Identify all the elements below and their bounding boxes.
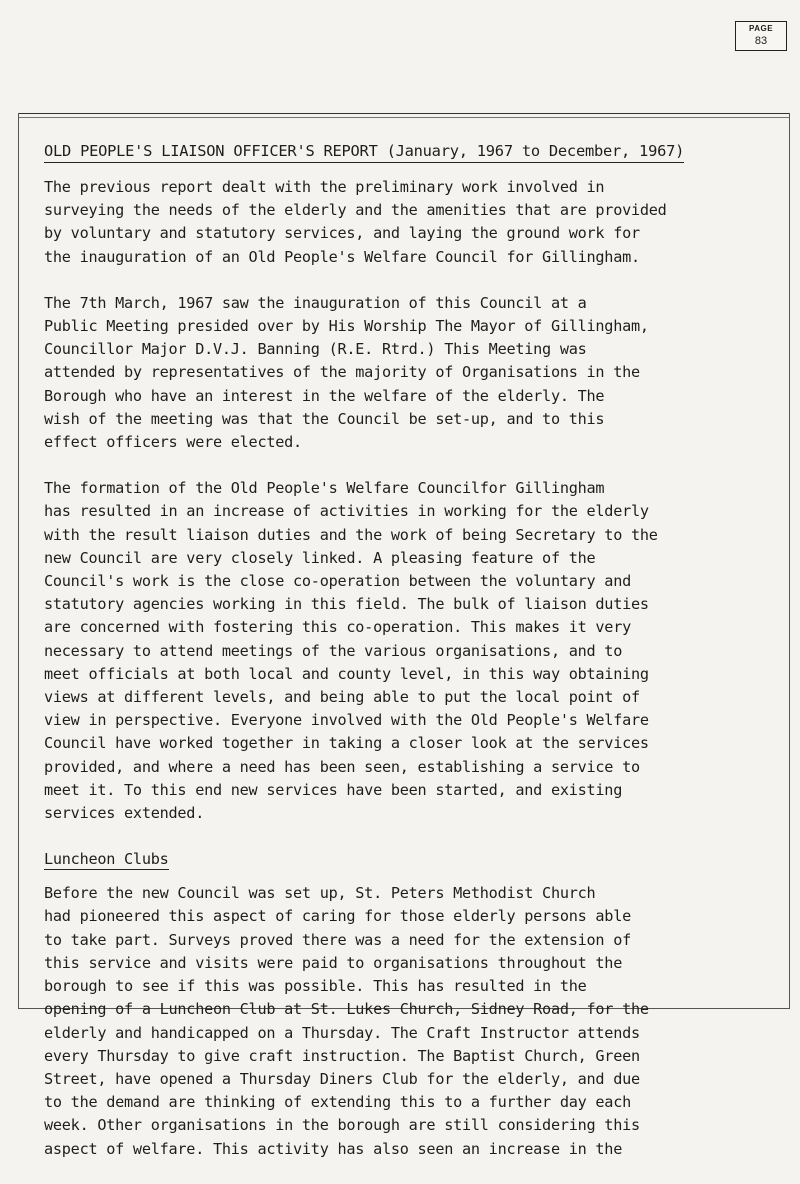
text-line: wish of the meeting was that the Council be set-up, and to this [44,409,605,428]
text-line: Before the new Council was set up, St. Peters Methodist Church [44,884,596,903]
text-line: Council's work is the close co-operation between the voluntary and [44,572,631,591]
text-line: to the demand are thinking of extending this to a further day each [44,1093,631,1112]
text-line: view in perspective. Everyone involved with the Old People's Welfare [44,711,649,730]
text-line: statutory agencies working in this field. The bulk of liaison duties [44,595,649,614]
report-body [44,140,789,1184]
text-line: borough to see if this was possible. This has resulted in the [44,977,587,996]
text-line: Council have worked together in taking a closer look at the services [44,734,649,753]
text-line: meet officials at both local and county level, in this way obtaining [44,664,649,683]
page-number: 83 [754,35,768,47]
text-line: Councillor Major D.V.J. Banning (R.E. Rtrd.) This Meeting was [44,340,587,359]
text-line: The formation of the Old People's Welfare Councilfor Gillingham [44,479,605,498]
text-line: the inauguration of an Old People's Welfare Council for Gillingham. [44,247,640,266]
text-line: with the result liaison duties and the work of being Secretary to the [44,525,658,544]
paragraph-luncheon-clubs [44,882,789,1160]
text-line: services extended. [44,804,205,823]
text-line: Public Meeting presided over by His Worship The Mayor of Gillingham, [44,317,649,336]
text-line: every Thursday to give craft instruction. The Baptist Church, Green [44,1046,640,1065]
text-line: The previous report dealt with the preliminary work involved in [44,178,605,196]
page-number-box [735,21,787,51]
page-label: PAGE [748,24,774,33]
section-heading-luncheon-clubs: Luncheon Clubs [44,850,169,869]
paragraph-1 [44,176,789,269]
text-line: views at different levels, and being able to put the local point of [44,688,640,707]
text-line: by voluntary and statutory services, and laying the ground work for [44,224,640,243]
text-line: opening of a Luncheon Club at St. Lukes Church, Sidney Road, for the [44,1000,649,1019]
text-line: The 7th March, 1967 saw the inauguration of this Council at a [44,293,587,312]
text-line: Street, have opened a Thursday Diners Club for the elderly, and due [44,1069,640,1088]
text-line: to take part. Surveys proved there was a need for the extension of [44,930,631,949]
paragraph-2 [44,292,789,454]
text-line: new Council are very closely linked. A pleasing feature of the [44,548,596,567]
text-line: has resulted in an increase of activities in working for the elderly [44,502,649,521]
text-line: effect officers were elected. [44,433,302,452]
text-line: had pioneered this aspect of caring for those elderly persons able [44,907,631,926]
text-line: meet it. To this end new services have been started, and existing [44,780,623,799]
top-rule [18,113,790,114]
text-line: week. Other organisations in the borough are still considering this [44,1116,640,1135]
text-line: this service and visits were paid to organisations throughout the [44,953,623,972]
text-line: are concerned with fostering this co-operation. This makes it very [44,618,631,637]
frame-left-border [18,113,19,1008]
paragraph-3 [44,477,789,825]
text-line: surveying the needs of the elderly and the amenities that are provided [44,201,667,220]
text-line: elderly and handicapped on a Thursday. The Craft Instructor attends [44,1023,640,1042]
text-line: necessary to attend meetings of the various organisations, and to [44,641,623,660]
top-rule-secondary [18,117,790,118]
text-line: provided, and where a need has been seen, establishing a service to [44,757,640,776]
text-line: aspect of welfare. This activity has also seen an increase in the [44,1139,623,1158]
frame-right-border [789,113,790,1008]
report-title: OLD PEOPLE'S LIAISON OFFICER'S REPORT (January, 1967 to December, 1967) [44,140,684,163]
text-line: Borough who have an interest in the welfare of the elderly. The [44,386,605,405]
text-line: attended by representatives of the majority of Organisations in the [44,363,640,382]
